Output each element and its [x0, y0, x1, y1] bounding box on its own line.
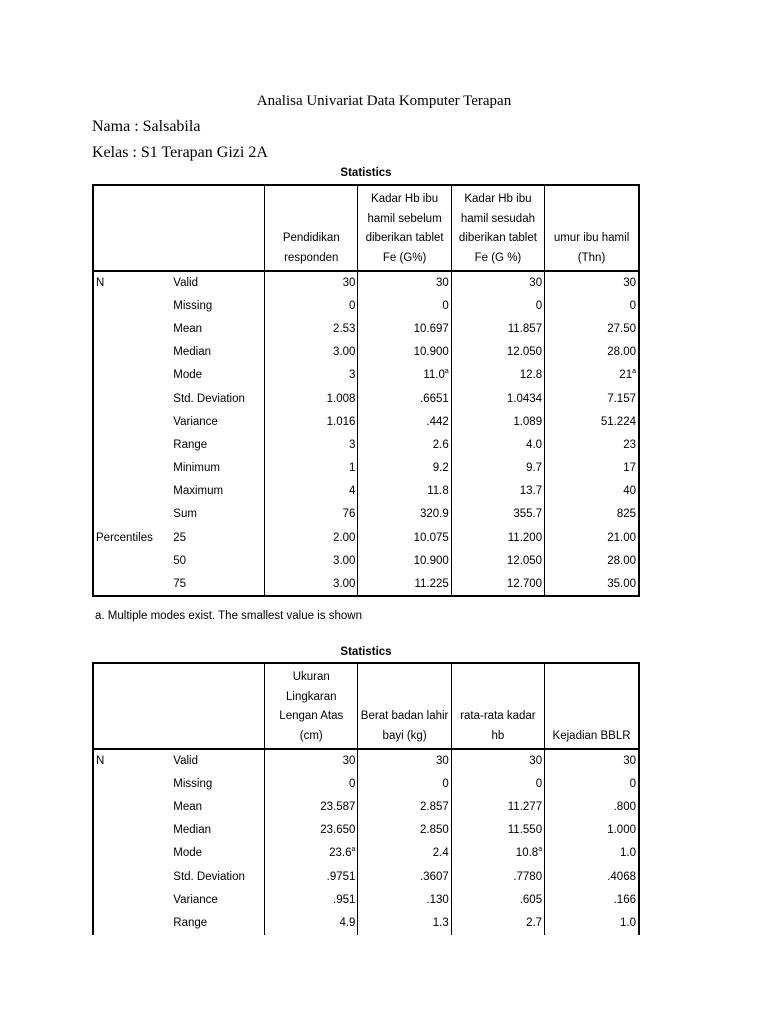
stat-value: 0: [349, 299, 356, 312]
row-group-label: [93, 364, 171, 387]
stat-value: .9751: [326, 870, 356, 883]
stat-value-cell: [451, 819, 544, 842]
column-header: Kejadian BBLR: [545, 663, 639, 749]
stat-value: 3.00: [333, 554, 356, 567]
footnote-marker: a: [351, 846, 356, 854]
stat-value: 4.9: [339, 916, 356, 929]
stat-value-cell: [545, 526, 639, 549]
row-stat-label: Missing: [173, 777, 213, 790]
stat-value: 2.4: [432, 847, 449, 860]
statistics-table-1: [92, 184, 640, 597]
stat-value-cell: [358, 526, 451, 549]
stat-value-cell: [358, 271, 451, 294]
row-stat-label: Sum: [173, 508, 197, 521]
row-stat-label: Mean: [173, 322, 203, 335]
stat-value-cell: [265, 772, 358, 795]
stat-value: 10.900: [413, 346, 449, 359]
stat-value-cell: [265, 795, 358, 818]
stat-value: .4068: [607, 870, 636, 883]
stat-value-cell: [265, 294, 358, 317]
stat-value: 30: [342, 277, 356, 290]
stat-value-cell: [451, 549, 544, 572]
row-group-label: [93, 410, 171, 433]
stat-value: 1.016: [326, 415, 356, 428]
stat-value: 2.850: [419, 824, 449, 837]
stat-value: 23.587: [320, 800, 356, 813]
stat-value: 27.50: [607, 322, 636, 335]
stat-value: .6651: [419, 392, 449, 405]
stat-value: 3.00: [333, 346, 356, 359]
stat-value-cell: [358, 503, 451, 526]
row-group-label: [93, 317, 171, 340]
stat-value-cell: [265, 480, 358, 503]
stat-value-cell: [265, 749, 358, 772]
stat-value-cell: [545, 888, 639, 911]
stat-value: 13.7: [519, 485, 543, 498]
row-stat-label: Range: [173, 438, 208, 451]
table-row: [93, 865, 639, 888]
stat-value-cell: [358, 433, 451, 456]
stat-value-cell: [358, 572, 451, 595]
table-row: [93, 749, 639, 772]
stat-value: 23.650: [320, 824, 356, 837]
stat-value: 1.089: [513, 415, 543, 428]
column-header: Ukuran Lingkaran Lengan Atas (cm): [265, 663, 358, 749]
stat-value: 3: [349, 438, 356, 451]
stat-value: 10.900: [413, 554, 449, 567]
table-row: [93, 457, 639, 480]
stat-value: .800: [613, 800, 636, 813]
stat-value: 30: [435, 755, 449, 768]
stat-value-cell: [451, 480, 544, 503]
footnote-marker: a: [444, 368, 449, 376]
row-group-label: [93, 294, 171, 317]
table-row: [93, 317, 639, 340]
stat-value-cell: [545, 795, 639, 818]
row-group-label: [93, 819, 171, 842]
row-group-label: [93, 549, 171, 572]
stat-value: 21: [619, 369, 633, 382]
row-group-label: [93, 457, 171, 480]
table-row: [93, 549, 639, 572]
stat-value-cell: [265, 410, 358, 433]
table-row: [93, 364, 639, 387]
row-group-label: [93, 888, 171, 911]
row-stat-label: Minimum: [173, 462, 220, 475]
table-row: [93, 795, 639, 818]
stat-value-cell: [265, 317, 358, 340]
stat-value-cell: [545, 749, 639, 772]
stat-value-cell: [265, 433, 358, 456]
stat-value: 11.277: [507, 800, 543, 813]
stat-value: .130: [426, 893, 449, 906]
stat-value: 9.7: [526, 462, 543, 475]
row-group-label: [93, 480, 171, 503]
stat-value: 2.857: [419, 800, 449, 813]
row-stat-label: Missing: [173, 299, 213, 312]
row-stat-label: Median: [173, 824, 211, 837]
footnote-marker: a: [632, 368, 636, 376]
stat-value-cell: [358, 911, 451, 934]
stat-value: 30: [342, 755, 356, 768]
stat-value-cell: [358, 457, 451, 480]
document-title: Analisa Univariat Data Komputer Terapan: [256, 93, 512, 109]
stat-value: 355.7: [513, 508, 543, 521]
stat-value-cell: [545, 364, 639, 387]
stat-value-cell: [358, 387, 451, 410]
stat-value-cell: [265, 271, 358, 294]
stat-value-cell: [451, 387, 544, 410]
column-header: Pendidikan responden: [265, 185, 358, 271]
table-row: [93, 271, 639, 294]
table-row: [93, 503, 639, 526]
stat-value: 1.3: [432, 916, 449, 929]
stat-value: 12.700: [506, 577, 543, 590]
stat-value-cell: [545, 410, 639, 433]
row-group-label: [93, 572, 171, 595]
table-row: [93, 888, 639, 911]
stat-value-cell: [265, 364, 358, 387]
table-row: [93, 819, 639, 842]
stat-value: 51.224: [600, 415, 636, 428]
table-row: [93, 772, 639, 795]
table2-caption: Statistics: [340, 646, 392, 658]
stat-value-cell: [451, 410, 544, 433]
stat-value-cell: [545, 865, 639, 888]
stat-value-cell: [265, 911, 358, 934]
stat-value: 12.050: [506, 346, 543, 359]
stat-value: 28.00: [607, 554, 636, 567]
table-row: [93, 480, 639, 503]
stat-value: 10.8: [515, 847, 539, 860]
row-stat-label: Range: [173, 916, 208, 929]
stat-value: 320.9: [419, 508, 449, 521]
table1-caption: Statistics: [340, 167, 392, 179]
statistics-table-2: [92, 662, 640, 935]
stat-value-cell: [358, 317, 451, 340]
stat-value: 1.008: [326, 392, 356, 405]
stat-value-cell: [265, 503, 358, 526]
stat-value: 30: [529, 277, 543, 290]
stat-value-cell: [451, 572, 544, 595]
stat-value-cell: [451, 749, 544, 772]
stat-value-cell: [545, 341, 639, 364]
stat-value: 3.00: [333, 577, 356, 590]
stat-value-cell: [451, 772, 544, 795]
stat-value-cell: [545, 549, 639, 572]
stat-value-cell: [451, 865, 544, 888]
header-blank: [93, 185, 265, 271]
stat-value-cell: [358, 819, 451, 842]
stat-value-cell: [451, 503, 544, 526]
stat-value: 11.225: [414, 577, 449, 590]
stat-value-cell: [358, 888, 451, 911]
column-header: Kadar Hb ibu hamil sesudah diberikan tablet Fe (G %): [451, 185, 544, 271]
stat-value-cell: [451, 888, 544, 911]
stat-value: 7.157: [607, 392, 636, 405]
stat-value: 825: [616, 508, 636, 521]
row-group-label: [93, 865, 171, 888]
stat-value-cell: [265, 572, 358, 595]
stat-value-cell: [358, 749, 451, 772]
stat-value-cell: [545, 842, 639, 865]
stat-value: 0: [629, 299, 636, 312]
stat-value-cell: [358, 480, 451, 503]
stat-value: 1.0: [620, 847, 636, 860]
stat-value: 0: [535, 299, 543, 312]
stat-value-cell: [358, 865, 451, 888]
stat-value-cell: [451, 364, 544, 387]
row-stat-label: Median: [173, 346, 211, 359]
stat-value-cell: [545, 387, 639, 410]
stat-value-cell: [265, 865, 358, 888]
stat-value: 1.0434: [506, 392, 543, 405]
row-group-label: [93, 795, 171, 818]
stat-value-cell: [265, 549, 358, 572]
stat-value-cell: [358, 364, 451, 387]
row-group-label: N: [96, 755, 105, 768]
stat-value: 4.0: [526, 438, 543, 451]
row-group-label: [93, 842, 171, 865]
footnote-marker: a: [538, 846, 543, 854]
row-stat-label: Mode: [173, 847, 203, 860]
table-row: [93, 410, 639, 433]
stat-value: 2.6: [432, 438, 449, 451]
stat-value-cell: [265, 842, 358, 865]
stat-value: 11.0: [423, 369, 445, 382]
stat-value: 17: [623, 462, 636, 475]
stat-value: 4: [349, 485, 356, 498]
stat-value-cell: [451, 795, 544, 818]
stat-value-cell: [545, 457, 639, 480]
table-row: [93, 341, 639, 364]
stat-value-cell: [358, 795, 451, 818]
stat-value: 30: [529, 755, 543, 768]
stat-value: 10.697: [413, 322, 449, 335]
stat-value-cell: [451, 341, 544, 364]
stat-value-cell: [545, 433, 639, 456]
stat-value: 9.2: [432, 462, 449, 475]
stat-value-cell: [265, 387, 358, 410]
row-group-label: [93, 772, 171, 795]
stat-value-cell: [358, 842, 451, 865]
stat-value-cell: [265, 819, 358, 842]
stat-value: .442: [426, 415, 449, 428]
stat-value-cell: [265, 341, 358, 364]
stat-value: 1: [349, 462, 356, 475]
table-row: [93, 842, 639, 865]
table-row: [93, 433, 639, 456]
stat-value: 11.8: [427, 485, 449, 498]
stat-value-cell: [451, 526, 544, 549]
stat-value-cell: [265, 457, 358, 480]
stat-value: 40: [623, 485, 636, 498]
stat-value-cell: [545, 503, 639, 526]
row-stat-label: 50: [173, 554, 187, 567]
column-header: Berat badan lahir bayi (kg): [358, 663, 451, 749]
stat-value-cell: [451, 433, 544, 456]
row-stat-label: Maximum: [173, 485, 224, 498]
stat-value: 10.075: [413, 531, 449, 544]
stat-value: 23.6: [329, 847, 352, 860]
column-header: umur ibu hamil (Thn): [545, 185, 639, 271]
table1-footnote: a. Multiple modes exist. The smallest value is shown: [95, 610, 362, 622]
row-group-label: [93, 911, 171, 934]
stat-value: 0: [442, 299, 449, 312]
stat-value-cell: [451, 317, 544, 340]
row-group-label: N: [96, 277, 105, 290]
stat-value: 0: [629, 777, 636, 790]
stat-value: 76: [342, 508, 356, 521]
table-row: [93, 387, 639, 410]
stat-value: 2.7: [526, 916, 543, 929]
student-name: Nama : Salsabila: [92, 118, 201, 135]
header-blank: [93, 663, 265, 749]
stat-value-cell: [545, 819, 639, 842]
stat-value: 11.857: [507, 322, 543, 335]
stat-value: 23: [623, 438, 636, 451]
row-stat-label: Valid: [173, 277, 198, 290]
row-group-label: [93, 341, 171, 364]
table-row: [93, 911, 639, 934]
table-row: [93, 294, 639, 317]
stat-value-cell: [545, 294, 639, 317]
row-stat-label: Mean: [173, 800, 203, 813]
stat-value-cell: [545, 480, 639, 503]
stat-value-cell: [545, 271, 639, 294]
stat-value: .951: [333, 893, 356, 906]
stat-value: 0: [349, 777, 356, 790]
column-header: rata-rata kadar hb: [451, 663, 544, 749]
row-group-label: [93, 387, 171, 410]
stat-value: 12.8: [519, 369, 543, 382]
stat-value: 0: [442, 777, 449, 790]
stat-value-cell: [358, 549, 451, 572]
row-stat-label: Mode: [173, 369, 203, 382]
row-stat-label: 25: [173, 531, 187, 544]
stat-value-cell: [545, 911, 639, 934]
stat-value: 1.000: [607, 824, 636, 837]
stat-value-cell: [358, 341, 451, 364]
stat-value: 30: [623, 277, 636, 290]
row-stat-label: Variance: [173, 893, 218, 906]
stat-value: 11.200: [507, 531, 543, 544]
stat-value: .605: [519, 893, 543, 906]
stat-value: 28.00: [607, 346, 636, 359]
stat-value: 21.00: [607, 531, 636, 544]
stat-value-cell: [451, 271, 544, 294]
row-group-label: [93, 433, 171, 456]
stat-value: 2.53: [333, 322, 356, 335]
stat-value-cell: [265, 526, 358, 549]
stat-value-cell: [358, 294, 451, 317]
stat-value: 35.00: [607, 577, 636, 590]
row-stat-label: Valid: [173, 755, 198, 768]
stat-value-cell: [451, 911, 544, 934]
stat-value-cell: [545, 572, 639, 595]
stat-value: .166: [613, 893, 636, 906]
row-stat-label: Std. Deviation: [173, 870, 245, 883]
row-stat-label: Variance: [173, 415, 218, 428]
stat-value-cell: [545, 772, 639, 795]
stat-value: .7780: [513, 870, 543, 883]
stat-value: 11.550: [507, 824, 543, 837]
table-row: [93, 572, 639, 595]
row-group-label: Percentiles: [96, 531, 153, 544]
row-group-label: [93, 503, 171, 526]
stat-value: 2.00: [333, 531, 356, 544]
stat-value: .3607: [419, 870, 449, 883]
table-row: [93, 526, 639, 549]
row-stat-label: 75: [173, 577, 187, 590]
stat-value: 12.050: [506, 554, 543, 567]
stat-value-cell: [545, 317, 639, 340]
stat-value-cell: [358, 772, 451, 795]
stat-value: 30: [623, 755, 636, 768]
stat-value: 30: [435, 277, 449, 290]
column-header: Kadar Hb ibu hamil sebelum diberikan tablet Fe (G%): [358, 185, 451, 271]
stat-value-cell: [265, 888, 358, 911]
stat-value: 1.0: [620, 916, 636, 929]
stat-value: 0: [535, 777, 543, 790]
stat-value: 3: [349, 369, 356, 382]
stat-value-cell: [451, 294, 544, 317]
row-stat-label: Std. Deviation: [173, 392, 245, 405]
stat-value-cell: [451, 457, 544, 480]
student-class: Kelas : S1 Terapan Gizi 2A: [92, 144, 268, 161]
stat-value-cell: [451, 842, 544, 865]
stat-value-cell: [358, 410, 451, 433]
